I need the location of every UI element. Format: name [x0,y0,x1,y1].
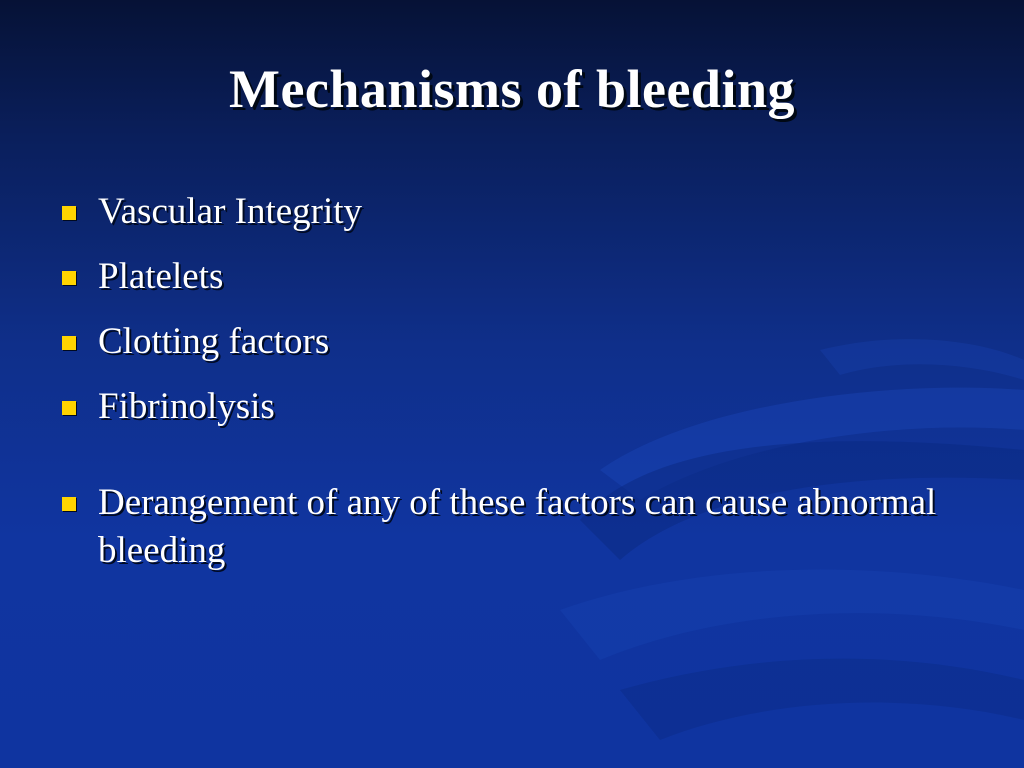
square-bullet-icon [62,336,76,350]
slide-title: Mechanisms of bleeding [228,59,795,119]
bullet-text: Platelets [98,256,224,297]
bullet-list [62,188,962,592]
bullet-text: Vascular Integrity [98,191,363,232]
bullet-item [62,253,962,301]
bullet-item [62,479,962,575]
square-bullet-icon [62,206,76,220]
bullet-text: Fibrinolysis [98,386,275,427]
square-bullet-icon [62,271,76,285]
square-bullet-icon [62,497,76,511]
square-bullet-icon [62,401,76,415]
bullet-item [62,188,962,236]
bullet-text: Derangement of any of these factors can cause abnormal bleeding [98,482,937,571]
bullet-text: Clotting factors [98,321,330,362]
bullet-item [62,383,962,431]
bullet-item [62,318,962,366]
